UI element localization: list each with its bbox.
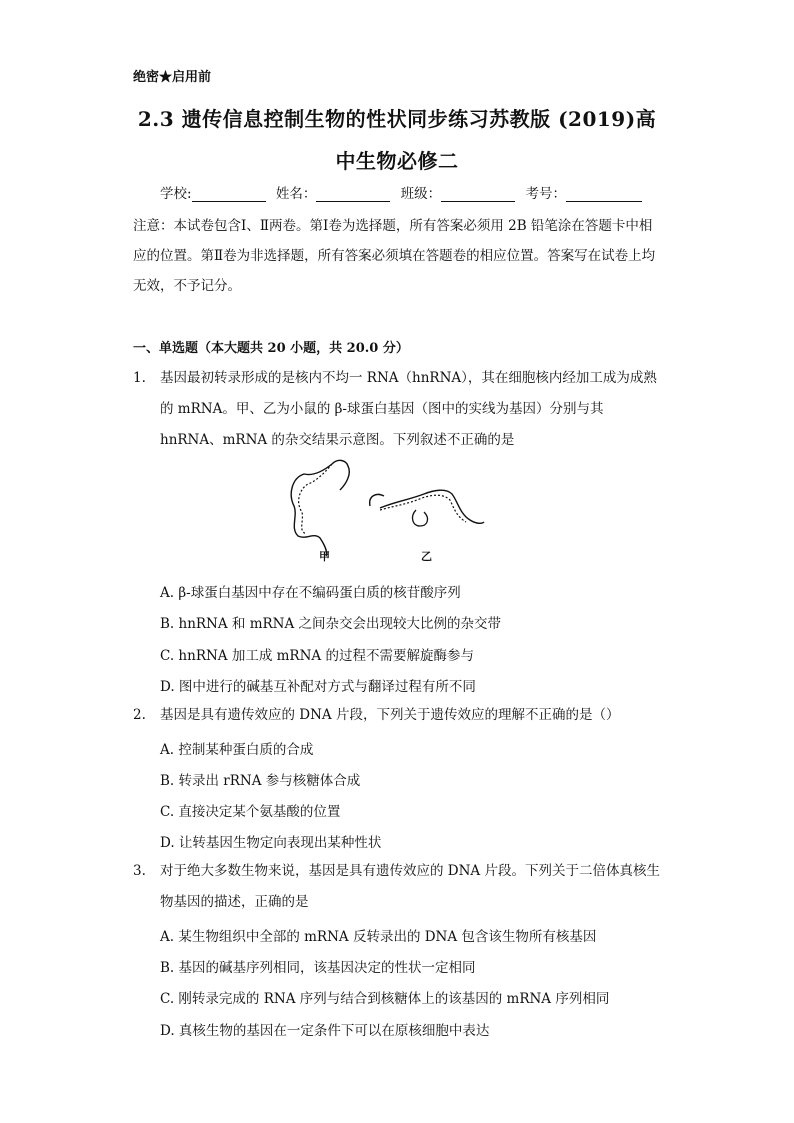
figure-label-yi: 乙: [421, 550, 432, 563]
option-a[interactable]: A. 控制某种蛋白质的合成: [160, 742, 314, 758]
option-c[interactable]: C. 直接决定某个氨基酸的位置: [160, 804, 341, 820]
option-d[interactable]: D. 让转基因生物定向表现出某种性状: [160, 835, 382, 851]
option-a[interactable]: A. 某生物组织中全部的 mRNA 反转录出的 DNA 包含该生物所有核基因: [160, 929, 597, 945]
option-c[interactable]: C. 刚转录完成的 RNA 序列与结合到核糖体上的该基因的 mRNA 序列相同: [160, 991, 610, 1007]
student-info-row: [160, 182, 648, 202]
number-field[interactable]: [566, 187, 642, 202]
exam-notice: 注意：本试卷包含Ⅰ、Ⅱ两卷。第Ⅰ卷为选择题，所有答案必须用 2B 铅笔涂在答题卡中相应的位置。第Ⅱ卷为非选择题，所有答案必须填在答题卷的相应位置。答案写在试卷上均无效，不予记分。: [133, 218, 656, 294]
option-d[interactable]: D. 图中进行的碱基互补配对方式与翻译过程有所不同: [160, 679, 476, 695]
confidential-label: 绝密★启用前: [133, 70, 212, 85]
question-text: 基因最初转录形成的是核内不均一 RNA（hnRNA），其在细胞核内经加工成为成熟的 mRNA。甲、乙为小鼠的 β-球蛋白基因（图中的实线为基因）分别与其 hnRNA、mRNA 的杂交结果示意图。下列叙述不正确的是: [160, 370, 657, 448]
option-b[interactable]: B. 基因的碱基序列相同，该基因决定的性状一定相同: [160, 960, 476, 976]
question-text: 基因是具有遗传效应的 DNA 片段，下列关于遗传效应的理解不正确的是（）: [160, 707, 620, 723]
school-field[interactable]: [192, 187, 266, 202]
school-label: 学校:: [160, 186, 192, 202]
figure-label-jia: 甲: [319, 550, 330, 563]
option-d[interactable]: D. 真核生物的基因在一定条件下可以在原核细胞中表达: [160, 1023, 490, 1039]
question-text: 对于绝大多数生物来说，基因是具有遗传效应的 DNA 片段。下列关于二倍体真核生物基因的描述，正确的是: [160, 863, 660, 910]
page-title-line1: 2.3 遗传信息控制生物的性状同步练习苏教版 (2019)高: [137, 107, 657, 131]
hybridization-figure: [284, 456, 490, 564]
option-c[interactable]: C. hnRNA 加工成 mRNA 的过程不需要解旋酶参与: [160, 648, 474, 664]
option-b[interactable]: B. hnRNA 和 mRNA 之间杂交会出现较大比例的杂交带: [160, 616, 502, 632]
number-label: 考号：: [525, 186, 566, 202]
name-label: 姓名：: [275, 186, 317, 202]
option-b[interactable]: B. 转录出 rRNA 参与核糖体合成: [160, 773, 361, 789]
option-a[interactable]: A. β-球蛋白基因中存在不编码蛋白质的核苷酸序列: [160, 585, 461, 601]
name-field[interactable]: [316, 187, 390, 202]
question-number: 3.: [133, 863, 146, 879]
class-field[interactable]: [441, 187, 515, 202]
question-number: 1.: [133, 370, 146, 386]
page-title-line2: 中生物必修二: [335, 149, 459, 173]
question-number: 2.: [133, 707, 146, 723]
section-heading: 一、单选题（本大题共 20 小题，共 20.0 分）: [133, 341, 409, 356]
hybridization-diagram: [284, 456, 490, 564]
class-label: 班级：: [400, 186, 442, 202]
